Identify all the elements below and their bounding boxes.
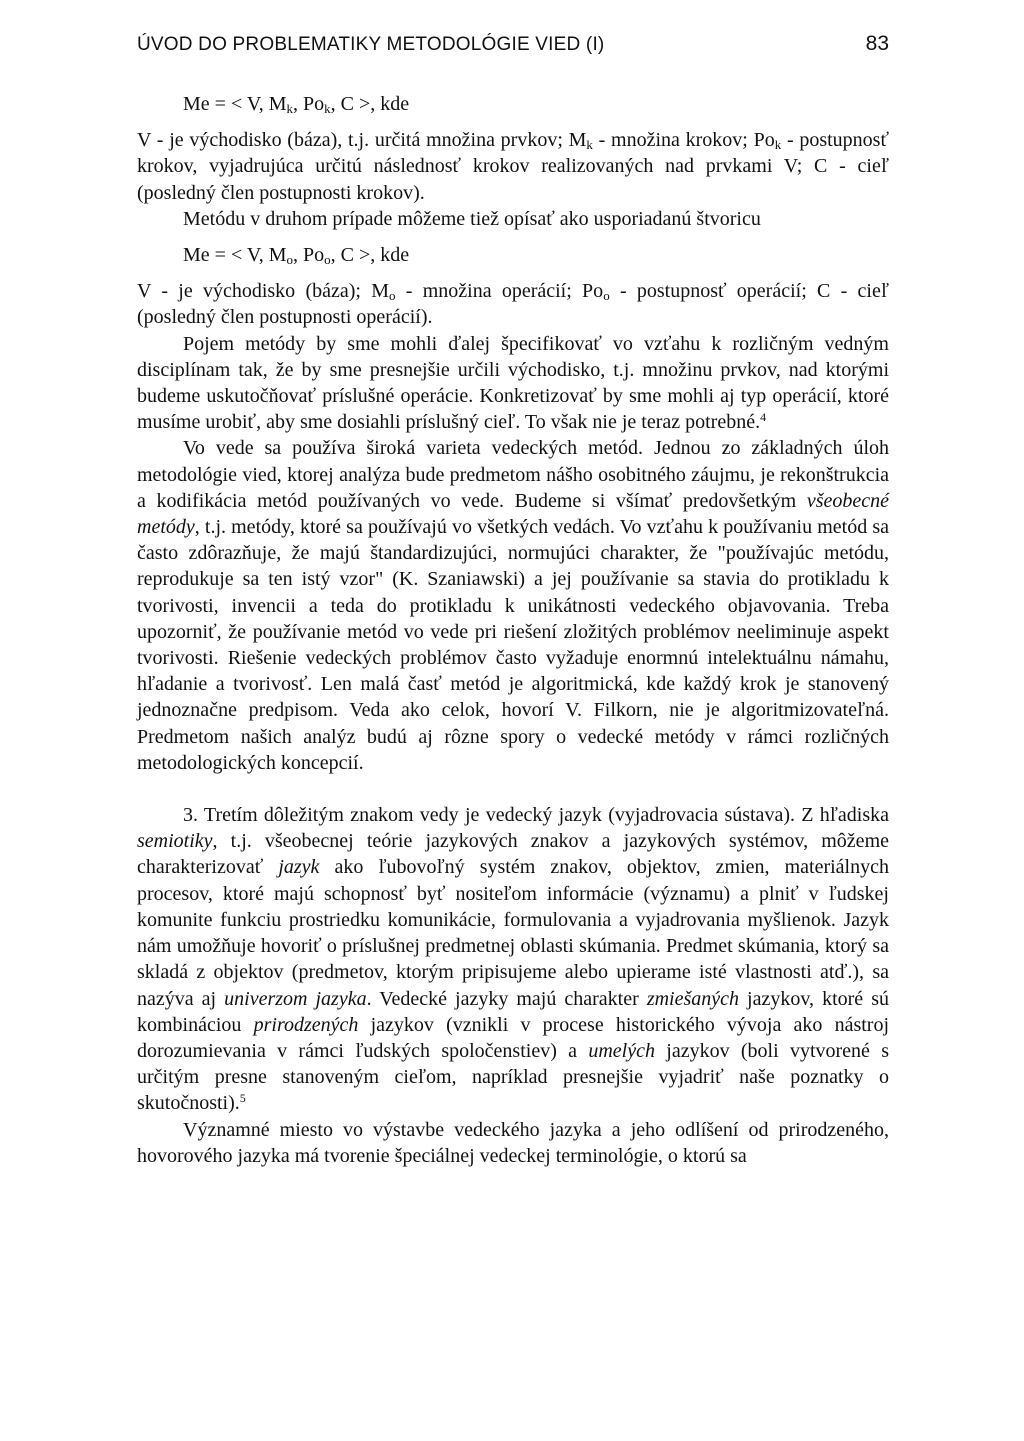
section-gap	[137, 776, 889, 802]
paragraph-terminology: Významné miesto vo výstavbe vedeckého jazyka a jeho odlíšení od prirodzeného, hovorového jazyka má tvorenie špeciálnej vedeckej terminológie, o ktorú sa	[137, 1118, 889, 1167]
footnote-marker: 5	[239, 1091, 246, 1106]
formula-operations: Me = < V, $M_o$, $Po_o$, C >, kde	[183, 244, 410, 268]
paragraph-scientific-methods: Vo vede sa používa široká varieta vedeckých metód. Jednou zo základných úloh metodológie vied, ktorej analýza bude predmetom nášho osobitného záujmu, je rekonštrukcia a kodifikácia metód používaných vo vede. Budeme si všímať predovšetkým všeobecné metódy, t.j. metódy, ktoré sa používajú vo všetkých vedách. Vo vzťahu k používaniu metód sa často zdôrazňuje, že majú štandardizujúci, normujúci charakter, že "používajúc metódu, reprodukuje sa ten istý vzor" (K. Szaniawski) a jej používanie sa stavia do protikladu k tvorivosti, invencii a teda do protikladu k unikátnosti vedeckého objavovania. Treba upozorniť, že používanie metód vo vede pri riešení zložitých problémov neeliminuje aspekt tvorivosti. Riešenie vedeckých problémov často vyžaduje enormnú intelektuálnu námahu, hľadanie a tvorivosť. Len malá časť metód je algoritmická, kde každý krok je stanovený jednoznačne predpisom. Veda ako celok, hovorí V. Filkorn, nie je algoritmizovateľná. Predmetom našich analýz budú aj rôzne spory o vedecké metódy v rámci rozličných metodologických koncepcií.	[137, 437, 889, 774]
definition-operations: V - je východisko (báza); $M_o$ - množina operácií; $Po_o$ - postupnosť operácií; C - cieľ (posledný člen postupnosti operácií).	[137, 280, 889, 329]
paragraph-method-concept: Pojem metódy by sme mohli ďalej špecifikovať vo vzťahu k rozličným vedným disciplínam tak, že by sme presnejšie určili východisko, t.j. množinu prvkov, nad ktorými budeme uskutočňovať príslušné operácie. Konkretizovať by sme mohli aj typ operácií, ktoré musíme urobiť, aby sme dosiahli príslušný cieľ. To však nie je teraz potrebné.$^4$	[137, 332, 889, 434]
formula-steps: Me = < V, $M_k$, $Po_k$, C >, kde	[183, 93, 410, 116]
paragraph-scientific-language: 3. Tretím dôležitým znakom vedy je vedecký jazyk (vyjadrovacia sústava). Z hľadiska semiotiky, t.j. všeobecnej teórie jazykových znakov a jazykových systémov, môžeme charakterizovať jazyk ako ľubovoľný systém znakov, objektov, zmien, materiálnych procesov, ktoré majú schopnosť byť nositeľom informácie (významu) a plniť v ľudskej komunite funkciu prostriedku komunikácie, formulovania a vyjadrovania myšlienok. Jazyk nám umožňuje hovoriť o príslušnej predmetnej oblasti skúmania. Predmet skúmania, ktorý sa skladá z objektov (predmetov, ktorým pripisujeme alebo upierame isté vlastnosti atď.), sa nazýva aj univerzom jazyka. Vedecké jazyky majú charakter zmiešaných jazykov, ktoré sú kombináciou prirodzených jazykov (vznikli v procese historického vývoja ako nástroj dorozumievania v rámci ľudských spoločenstiev) a umelých jazykov (boli vytvorené s určitým presne stanoveným cieľom, napríklad presnejšie vyjadriť naše poznatky o skutočnosti).$^5$	[137, 804, 889, 1115]
paragraph-method-quadruple: Metódu v druhom prípade môžeme tiež opísať ako usporiadanú štvoricu	[183, 207, 761, 230]
page-number: 83	[865, 32, 889, 55]
page-body	[137, 91, 889, 1169]
running-title: ÚVOD DO PROBLEMATIKY METODOLÓGIE VIED (I)	[137, 34, 605, 55]
footnote-marker: 4	[760, 410, 767, 425]
page-header	[137, 34, 889, 64]
definition-steps: V - je východisko (báza), t.j. určitá množina prvkov; $M_k$ - množina krokov; $Po_k$ - postupnosť krokov, vyjadrujúca určitú následnosť krokov realizovaných nad prvkami V; C - cieľ (posledný člen postupnosti krokov).	[137, 129, 890, 204]
